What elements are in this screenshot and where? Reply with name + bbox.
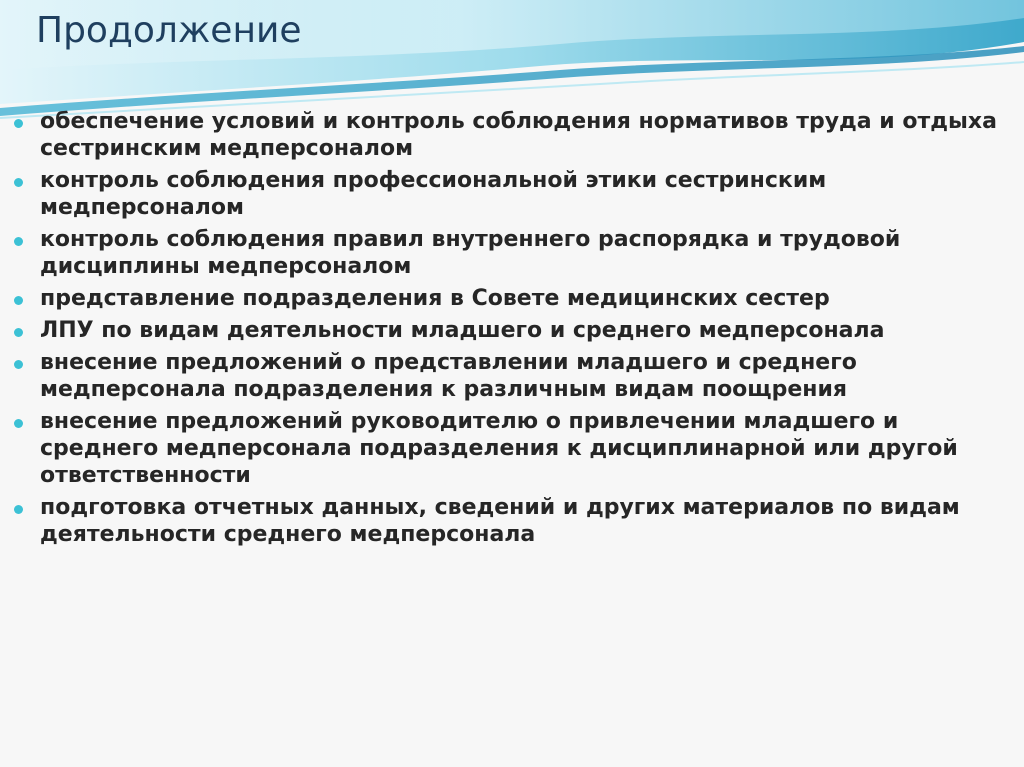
list-item (14, 349, 1014, 403)
list-item-text: контроль соблюдения правил внутреннего распорядка и трудовой дисциплины медперсоналом (40, 227, 901, 279)
bullet-dot-icon (14, 178, 23, 187)
list-item-text: обеспечение условий и контроль соблюдения нормативов труда и отдыха сестринским медперсоналом (40, 109, 997, 161)
bullet-dot-icon (14, 296, 23, 305)
list-item-text: контроль соблюдения профессиональной этики сестринским медперсоналом (40, 168, 827, 220)
bullet-dot-icon (14, 119, 23, 128)
bullet-list (14, 108, 1014, 553)
list-item (14, 317, 1014, 344)
list-item (14, 285, 1014, 312)
list-item (14, 494, 1014, 548)
list-item-text: ЛПУ по видам деятельности младшего и среднего медперсонала (40, 318, 885, 343)
bullet-dot-icon (14, 419, 23, 428)
list-item (14, 108, 1014, 162)
list-item (14, 408, 1014, 489)
list-item-text: представление подразделения в Совете медицинских сестер (40, 286, 830, 311)
slide-title: Продолжение (36, 10, 302, 51)
list-item-text: внесение предложений руководителю о привлечении младшего и среднего медперсонала подразделения к дисциплинарной или другой ответственности (40, 409, 958, 488)
bullet-dot-icon (14, 237, 23, 246)
list-item (14, 226, 1014, 280)
bullet-dot-icon (14, 360, 23, 369)
bullet-dot-icon (14, 505, 23, 514)
list-item-text: подготовка отчетных данных, сведений и других материалов по видам деятельности среднего медперсонала (40, 495, 960, 547)
bullet-dot-icon (14, 328, 23, 337)
list-item-text: внесение предложений о представлении младшего и среднего медперсонала подразделения к различным видам поощрения (40, 350, 857, 402)
list-item (14, 167, 1014, 221)
